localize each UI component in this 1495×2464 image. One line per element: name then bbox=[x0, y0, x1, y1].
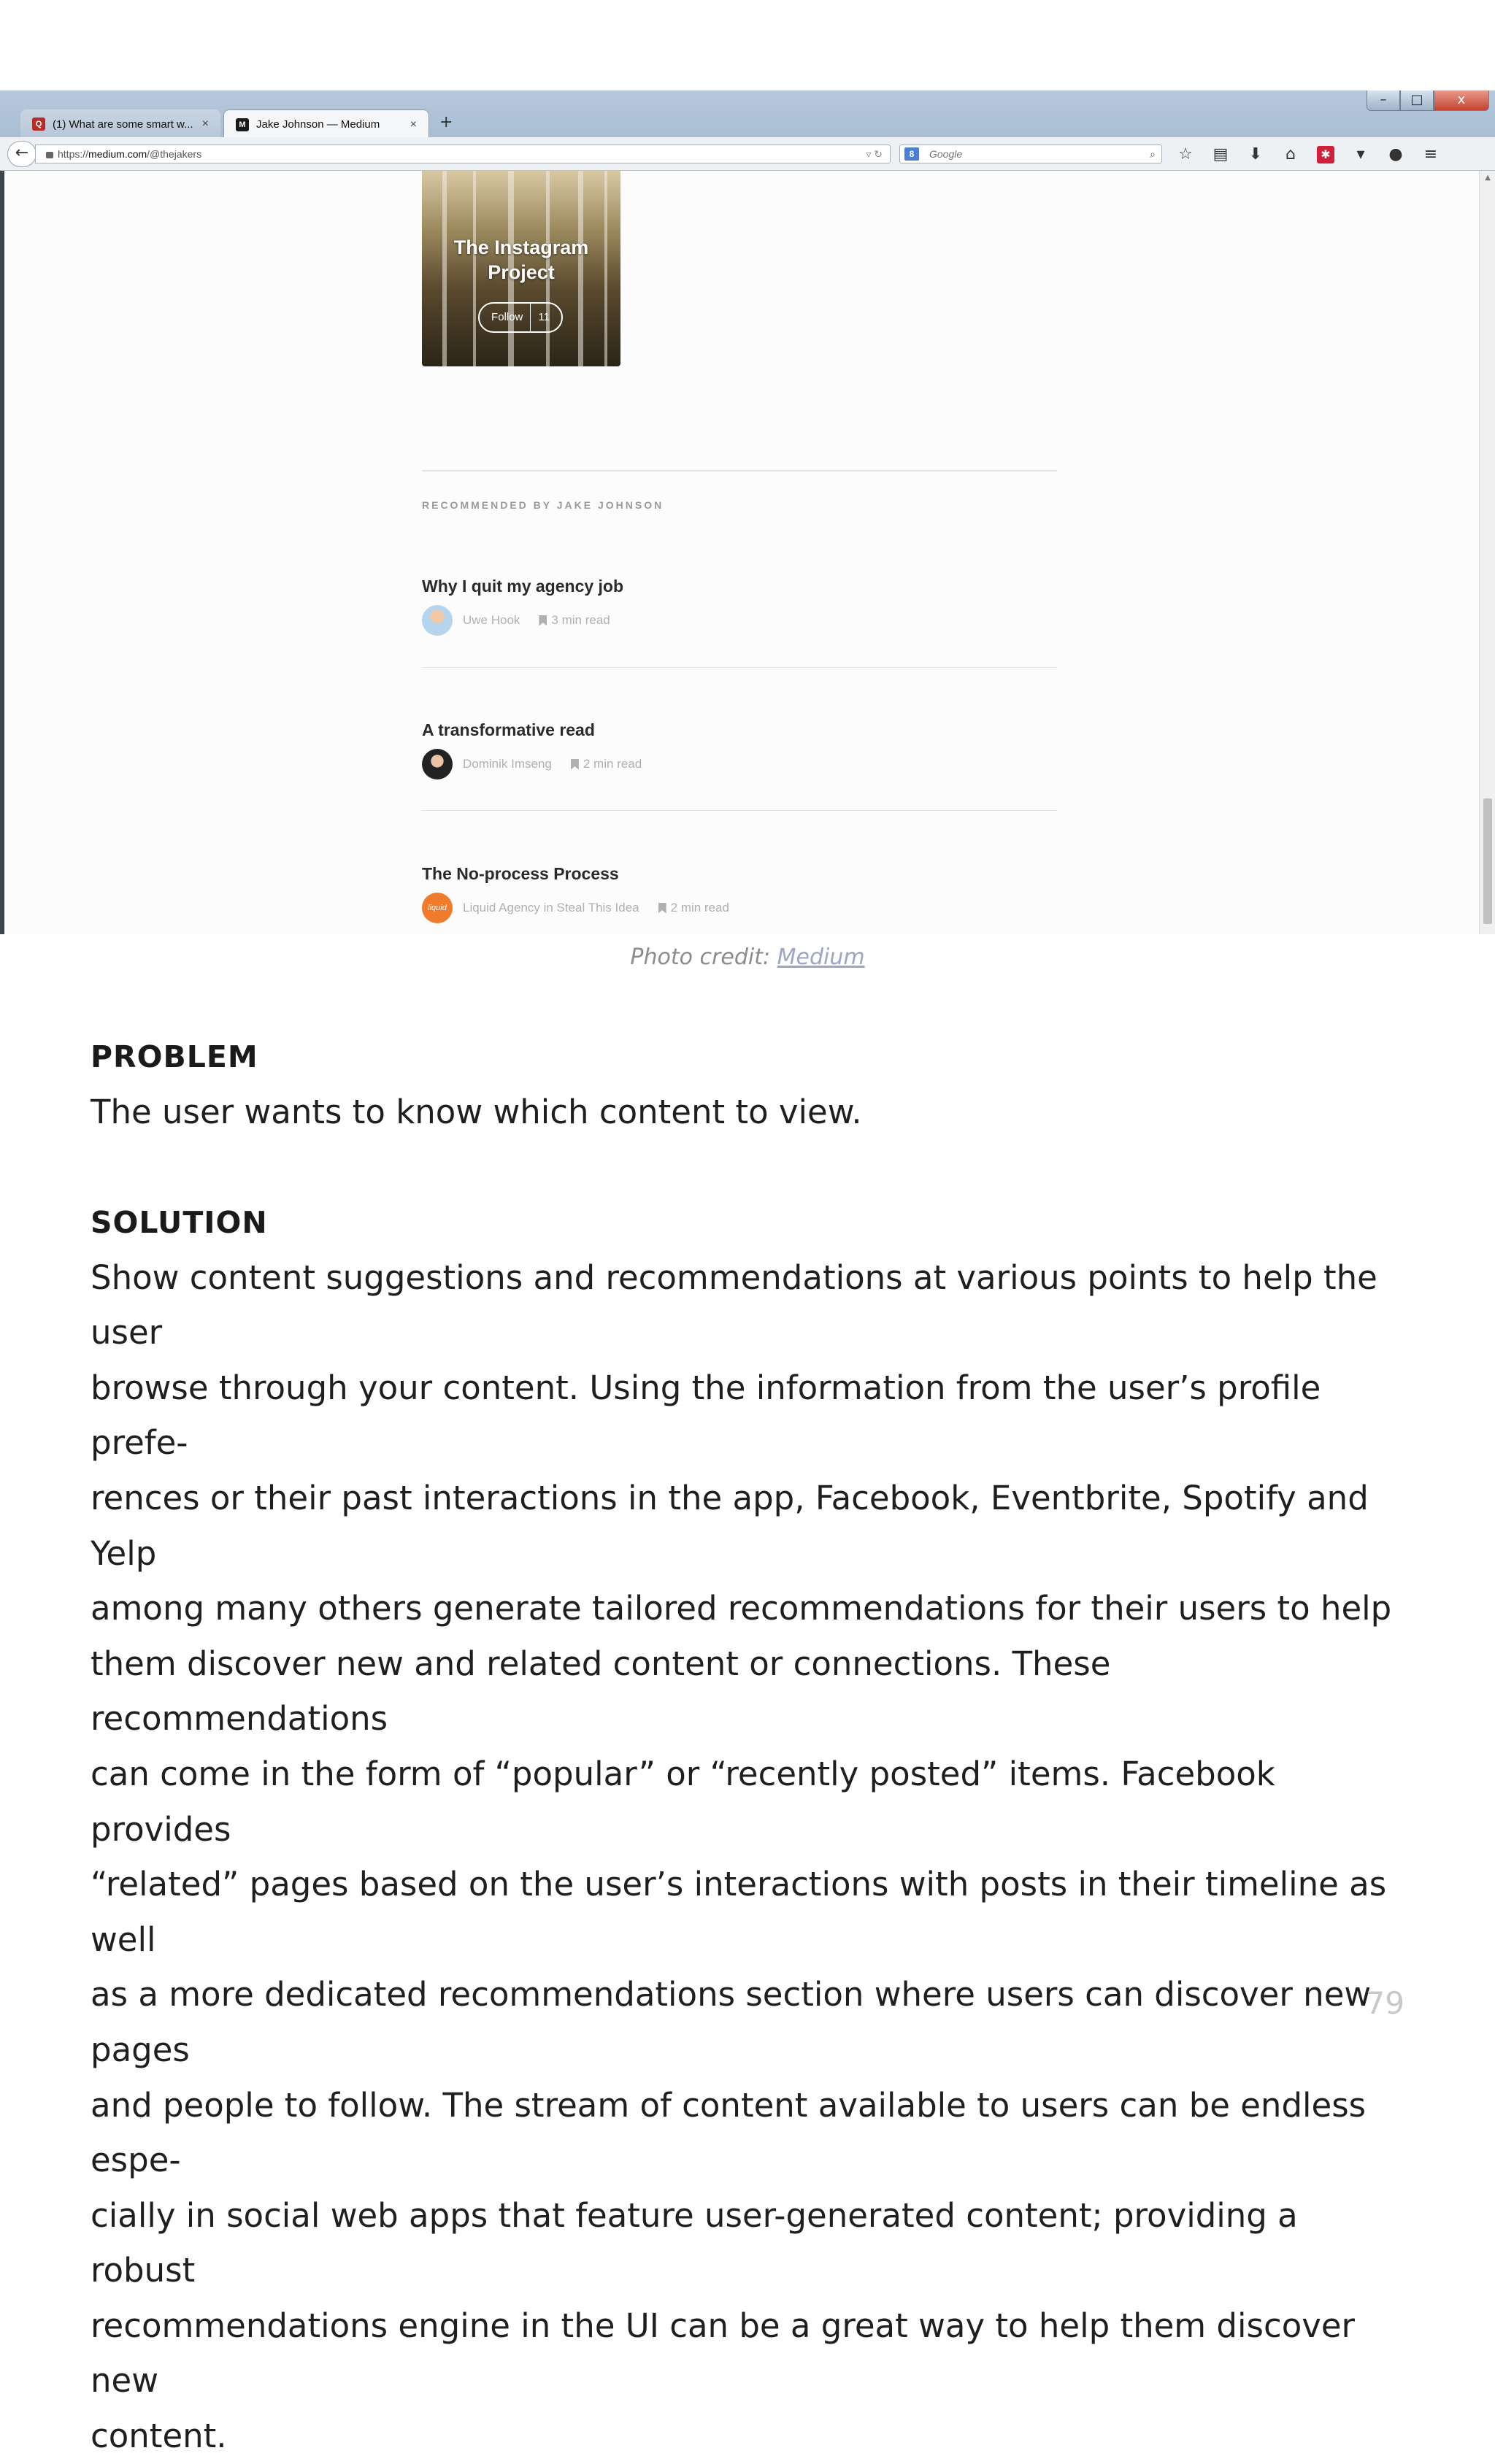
text-line: cially in social web apps that feature user-generated content; providing a robust bbox=[91, 2195, 1298, 2290]
story-title[interactable]: A transformative read bbox=[422, 720, 595, 739]
story-meta bbox=[422, 749, 1057, 779]
url-path: /@thejakers bbox=[147, 148, 202, 160]
bookmark-star-icon[interactable]: ☆ bbox=[1178, 145, 1193, 163]
section-divider bbox=[422, 470, 1057, 471]
list-item[interactable] bbox=[422, 864, 1057, 923]
close-tab-icon[interactable]: × bbox=[410, 118, 417, 131]
story-meta bbox=[422, 605, 1057, 636]
toolbar bbox=[1168, 143, 1448, 165]
tab-quora[interactable] bbox=[20, 109, 220, 139]
avatar[interactable] bbox=[422, 605, 453, 636]
list-item[interactable] bbox=[422, 720, 1057, 779]
collection-card[interactable] bbox=[422, 171, 620, 366]
medium-icon: M bbox=[236, 118, 249, 131]
tab-medium[interactable] bbox=[223, 109, 429, 139]
close-window-button[interactable]: x bbox=[1434, 91, 1489, 111]
tab-label: (1) What are some smart w... bbox=[53, 118, 193, 131]
solution-heading: SOLUTION bbox=[91, 1204, 268, 1240]
read-time: 2 min read bbox=[583, 757, 642, 771]
story-author[interactable]: Dominik Imseng bbox=[463, 757, 552, 771]
back-arrow-icon[interactable]: ← bbox=[7, 141, 36, 167]
google-icon: 8 bbox=[904, 147, 919, 161]
text-line: recommendations engine in the UI can be a great way to help them discover new bbox=[91, 2306, 1356, 2401]
reading-list-icon[interactable]: ▤ bbox=[1212, 145, 1229, 163]
follow-button[interactable] bbox=[478, 302, 563, 333]
text-line: “related” pages based on the user’s interactions with posts in their timeline as well bbox=[91, 1865, 1387, 1959]
story-author[interactable]: Liquid Agency in Steal This Idea bbox=[463, 901, 639, 915]
list-item[interactable] bbox=[422, 577, 1057, 636]
document-body bbox=[91, 1029, 1404, 2464]
item-divider bbox=[422, 667, 1057, 668]
vertical-scrollbar[interactable] bbox=[1479, 171, 1495, 934]
card-title: The Instagram Project bbox=[453, 236, 589, 283]
story-title[interactable]: The No-process Process bbox=[422, 864, 619, 883]
recommended-heading: RECOMMENDED BY JAKE JOHNSON bbox=[422, 499, 664, 511]
page-number: 79 bbox=[1365, 1985, 1404, 2021]
text-line: among many others generate tailored recommendations for their users to help bbox=[91, 1589, 1392, 1628]
download-icon[interactable]: ⬇ bbox=[1248, 145, 1263, 163]
text-line: and people to follow. The stream of content available to users can be endless espe- bbox=[91, 2085, 1367, 2180]
close-tab-icon[interactable]: × bbox=[201, 118, 209, 130]
story-author[interactable]: Uwe Hook bbox=[463, 613, 520, 627]
text-line: content. bbox=[91, 2417, 227, 2456]
extension-icon[interactable]: ✱ bbox=[1308, 145, 1343, 163]
profile-icon[interactable]: ● bbox=[1388, 145, 1403, 163]
bookmark-icon bbox=[539, 615, 547, 626]
window-controls bbox=[1367, 91, 1489, 112]
caption-prefix: Photo credit: bbox=[630, 944, 777, 970]
quora-icon: Q bbox=[32, 118, 45, 131]
address-bar[interactable] bbox=[35, 145, 891, 163]
menu-icon[interactable]: ≡ bbox=[1423, 145, 1438, 163]
window-titlebar bbox=[0, 91, 1495, 142]
text-line: browse through your content. Using the information from the user’s profile prefe- bbox=[91, 1368, 1321, 1463]
read-time: 3 min read bbox=[551, 613, 610, 627]
scroll-up-icon[interactable]: ▲ bbox=[1485, 174, 1491, 182]
home-icon[interactable]: ⌂ bbox=[1285, 145, 1296, 163]
lock-icon bbox=[46, 152, 53, 158]
story-title[interactable]: Why I quit my agency job bbox=[422, 577, 624, 596]
reload-icon[interactable]: ▿ ↻ bbox=[866, 148, 883, 160]
browser-screenshot bbox=[0, 91, 1495, 934]
avatar[interactable]: liquid bbox=[422, 893, 453, 923]
bookmark-icon bbox=[658, 903, 666, 914]
search-icon[interactable]: ⌕ bbox=[1150, 148, 1156, 160]
text-line: rences or their past interactions in the app, Facebook, Eventbrite, Spotify and Yelp bbox=[91, 1478, 1369, 1573]
tab-label: Jake Johnson — Medium bbox=[256, 118, 380, 131]
text-line: Show content suggestions and recommendations at various points to help the user bbox=[91, 1258, 1377, 1352]
window-edge bbox=[0, 171, 4, 934]
search-input[interactable] bbox=[899, 145, 1162, 163]
tab-strip bbox=[20, 107, 453, 139]
text-line: as a more dedicated recommendations section where users can discover new pages bbox=[91, 1975, 1372, 2069]
navigation-bar bbox=[0, 137, 1495, 171]
avatar[interactable] bbox=[422, 749, 453, 779]
caption-link[interactable]: Medium bbox=[777, 944, 865, 970]
search-placeholder: Google bbox=[929, 148, 963, 160]
problem-text: The user wants to know which content to view. bbox=[91, 1093, 862, 1131]
maximize-button[interactable]: □ bbox=[1400, 91, 1434, 111]
read-time: 2 min read bbox=[670, 901, 729, 915]
url-scheme: https:// bbox=[58, 148, 89, 160]
follow-label: Follow bbox=[491, 311, 523, 323]
follow-count: 11 bbox=[530, 304, 550, 331]
problem-heading: PROBLEM bbox=[91, 1039, 258, 1074]
minimize-button[interactable]: – bbox=[1367, 91, 1400, 111]
scroll-thumb[interactable] bbox=[1483, 798, 1492, 924]
url-host: medium.com bbox=[88, 148, 147, 160]
spacer bbox=[91, 1140, 1404, 1195]
text-line: them discover new and related content or connections. These recommendations bbox=[91, 1644, 1111, 1739]
photo-caption bbox=[0, 944, 1495, 970]
text-line: can come in the form of “popular” or “recently posted” items. Facebook provides bbox=[91, 1754, 1275, 1849]
pocket-icon[interactable]: ▾ bbox=[1356, 145, 1365, 163]
item-divider bbox=[422, 810, 1057, 811]
page-viewport bbox=[0, 171, 1495, 934]
solution-text bbox=[91, 1250, 1404, 2464]
story-meta bbox=[422, 893, 1057, 923]
new-tab-button[interactable]: + bbox=[439, 112, 453, 131]
bookmark-icon bbox=[571, 759, 579, 770]
